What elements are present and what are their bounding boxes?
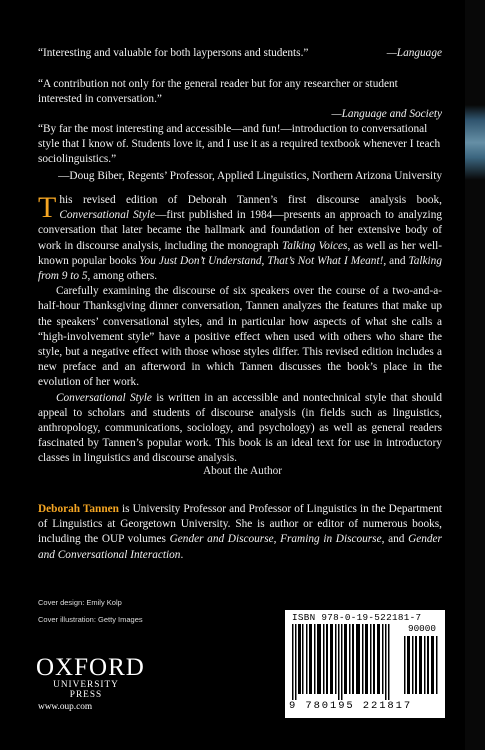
text: , as well as her well-known popular books bbox=[38, 239, 443, 267]
cover-design-credit: Cover design: Emily Kolp bbox=[38, 598, 122, 607]
text: is written in an accessible and nontechnical style that should appeal to scholars and students of discourse analysis (in fields such as linguistics, anthropology, communications, sociology, and psychology) as well as general readers fascinated by Tannen’s popular work. This book is an ideal text for use in introductory classes in linguistics and discourse analysis. bbox=[38, 391, 442, 465]
publisher-name: OXFORD bbox=[36, 654, 145, 681]
book-title: You Just Don’t Understand bbox=[139, 254, 262, 267]
description-paragraph-2: Carefully examining the discourse of six speakers over the course of a two-and-a-half-hour Thanksgiving dinner conversation, Tannen analyzes the features that make up the speakers’ conversational styles, and in particular how aspects of what she calls a “high-involvement style” have a positive effect when used with others who share the style, but a negative effect with those whose styles differ. This revised edition includes a new preface and an afterword in which Tannen discusses the book’s place in the evolution of her work. bbox=[38, 285, 442, 389]
text: —first published in 1984—presents an approach to analyzing conversation that later became the hallmark and foundation of her extensive body of work in discourse analysis, including the monograph bbox=[38, 209, 442, 252]
book-description bbox=[38, 193, 442, 467]
price-code: 90000 bbox=[408, 623, 436, 634]
blurb-quote: “By far the most interesting and accessible—and fun!—introduction to conversational style that I know of. Students love it, and I use it as a required textbook whenever I teach sociolinguistics.” bbox=[38, 123, 441, 165]
author-bio bbox=[38, 502, 442, 563]
book-title: Talking from 9 to 5 bbox=[38, 254, 442, 283]
about-author-heading: About the Author bbox=[202, 465, 283, 477]
blurb-source: —Language and Society bbox=[331, 108, 442, 120]
blurb-quote: “Interesting and valuable for both laypersons and students.” bbox=[38, 47, 309, 59]
description-paragraph-1 bbox=[38, 193, 442, 284]
book-title: Talking Voices bbox=[281, 239, 348, 252]
book-title: Gender and Discourse bbox=[169, 533, 274, 546]
author-name: Deborah Tannen bbox=[38, 503, 119, 515]
review-blurb-language-and-society bbox=[38, 77, 442, 122]
ean-barcode-icon bbox=[292, 624, 398, 700]
text: , among others. bbox=[87, 270, 158, 283]
blurb-quote: “A contribution not only for the general reader but for any researcher or student interested in conversation.” bbox=[38, 78, 398, 105]
isbn-label: ISBN 978-0-19-522181-7 bbox=[292, 612, 422, 623]
book-title: That’s Not What I Meant! bbox=[267, 254, 384, 267]
cover-edge-art bbox=[465, 0, 485, 750]
text: , bbox=[261, 254, 268, 267]
review-blurb-biber bbox=[38, 122, 442, 184]
description-paragraph-3 bbox=[38, 391, 442, 467]
ean-number: 9 780195 221817 bbox=[289, 700, 413, 712]
text: , bbox=[273, 533, 281, 546]
text: , and bbox=[381, 533, 409, 546]
book-title: Framing in Discourse bbox=[280, 533, 382, 546]
blurb-source: —Doug Biber, Regents’ Professor, Applied Linguistics, Northern Arizona University bbox=[58, 170, 442, 182]
publisher-url: www.oup.com bbox=[38, 702, 93, 712]
publisher-subtitle: UNIVERSITY PRESS bbox=[53, 680, 119, 700]
blurb-source: —Language bbox=[386, 47, 442, 59]
book-title: Conversational Style bbox=[56, 391, 152, 404]
price-barcode-icon bbox=[404, 636, 440, 694]
text: , and bbox=[383, 254, 409, 267]
publisher-logo bbox=[36, 654, 145, 712]
text: . bbox=[180, 548, 184, 561]
text: his revised edition of Deborah Tannen’s first discourse analysis book, bbox=[59, 194, 442, 206]
text: is University Professor and Professor of Linguistics in the Department of Linguistics at Georgetown University. She is author or editor of numerous books, including the OUP volumes bbox=[38, 503, 442, 546]
book-title: Gender and Conversational Interaction bbox=[38, 533, 442, 561]
cover-illustration-credit: Cover illustration: Getty Images bbox=[38, 615, 143, 624]
drop-cap: T bbox=[38, 191, 57, 224]
book-title: Conversational Style bbox=[59, 209, 156, 222]
review-blurb-language bbox=[38, 46, 442, 61]
